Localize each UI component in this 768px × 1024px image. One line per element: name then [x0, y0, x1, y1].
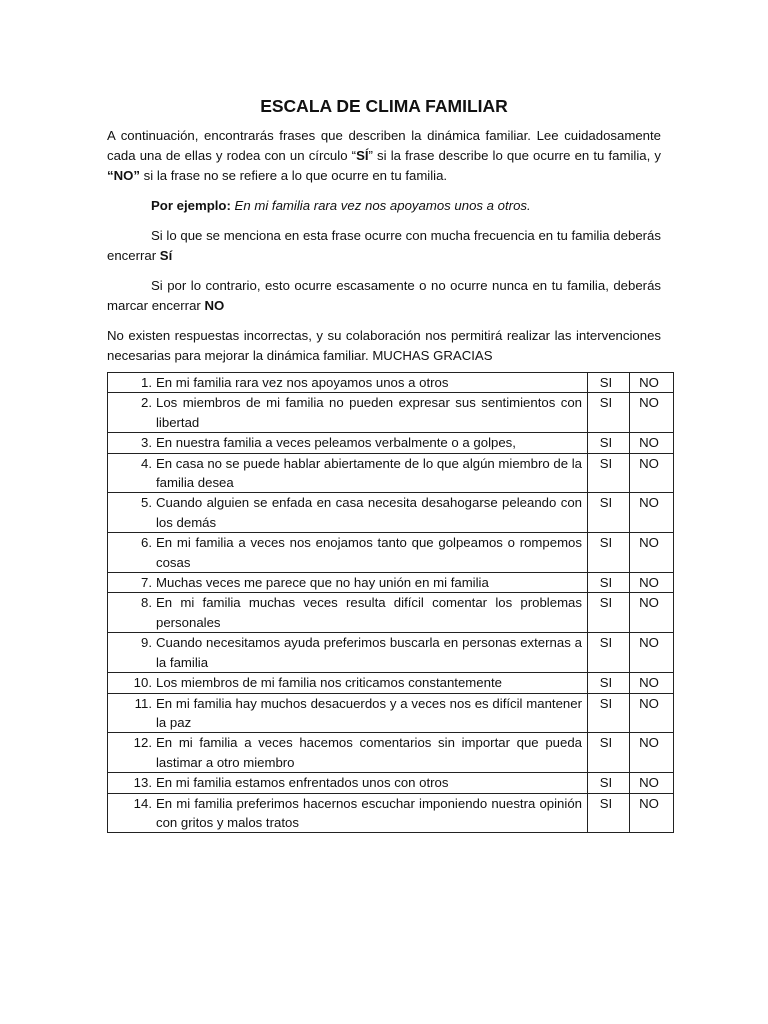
question-text: Los miembros de mi familia nos criticamos constantemente — [156, 675, 502, 691]
question-text: En mi familia muchas veces resulta difícil comentar los problemas personales — [156, 595, 582, 630]
question-wrap — [108, 454, 582, 493]
table-row — [108, 373, 674, 393]
instruction-no-paragraph — [107, 276, 661, 316]
question-text: En mi familia rara vez nos apoyamos unos a otros — [156, 375, 449, 390]
answer-si[interactable]: SI — [588, 673, 630, 693]
question-cell — [108, 733, 588, 773]
instruction-si-text: Si lo que se menciona en esta frase ocurre con mucha frecuencia en tu familia deberás encerrar — [107, 228, 661, 263]
answer-no[interactable]: NO — [630, 773, 674, 793]
table-row — [108, 433, 674, 453]
table-row — [108, 593, 674, 633]
question-cell — [108, 493, 588, 533]
question-number: 10. — [133, 675, 152, 691]
table-row — [108, 733, 674, 773]
question-wrap — [108, 794, 582, 833]
table-row — [108, 773, 674, 793]
question-cell — [108, 673, 588, 693]
answer-si[interactable]: SI — [588, 373, 630, 393]
answer-si[interactable]: SI — [588, 693, 630, 733]
table-row — [108, 693, 674, 733]
answer-si[interactable]: SI — [588, 793, 630, 833]
question-cell — [108, 593, 588, 633]
answer-si[interactable]: SI — [588, 493, 630, 533]
question-number: 6. — [141, 535, 152, 551]
question-text: En mi familia a veces nos enojamos tanto que golpeamos o rompemos cosas — [156, 535, 582, 570]
answer-no[interactable]: NO — [630, 673, 674, 693]
question-cell — [108, 793, 588, 833]
question-text: En nuestra familia a veces peleamos verbalmente o a golpes, — [156, 435, 516, 451]
table-row — [108, 393, 674, 433]
question-text: En mi familia a veces hacemos comentarios sin importar que pueda lastimar a otro miembro — [156, 735, 582, 770]
question-text: Cuando necesitamos ayuda preferimos buscarla en personas externas a la familia — [156, 635, 582, 670]
question-wrap — [108, 433, 582, 452]
question-cell — [108, 393, 588, 433]
answer-no[interactable]: NO — [630, 633, 674, 673]
intro-text-1: A continuación, encontrarás frases que describen la dinámica familiar. Lee cuidadosamente cada una de ellas y rodea con un círculo “ — [107, 128, 661, 163]
example-label: Por ejemplo: — [151, 198, 231, 213]
question-wrap — [108, 773, 582, 792]
table-row — [108, 453, 674, 493]
question-text: En mi familia preferimos hacernos escuchar imponiendo nuestra opinión con gritos y malos tratos — [156, 795, 582, 830]
table-row — [108, 493, 674, 533]
table-row — [108, 533, 674, 573]
question-cell — [108, 373, 588, 393]
document-title: ESCALA DE CLIMA FAMILIAR — [260, 96, 508, 116]
table-row — [108, 573, 674, 593]
instruction-no-text: Si por lo contrario, esto ocurre escasamente o no ocurre nunca en tu familia, deberás marcar encerrar — [107, 278, 661, 313]
answer-si[interactable]: SI — [588, 433, 630, 453]
intro-paragraph — [107, 126, 661, 186]
question-wrap — [108, 694, 582, 733]
answer-si[interactable]: SI — [588, 733, 630, 773]
question-text: En mi familia hay muchos desacuerdos y a veces nos es difícil mantener la paz — [156, 695, 582, 730]
question-wrap — [108, 533, 582, 572]
question-text: Cuando alguien se enfada en casa necesita desahogarse peleando con los demás — [156, 495, 582, 530]
intro-no-bold: “NO” — [107, 168, 140, 183]
question-cell — [108, 693, 588, 733]
example-text: En mi familia rara vez nos apoyamos unos a otros. — [234, 198, 531, 213]
question-number: 12. — [133, 735, 152, 751]
answer-no[interactable]: NO — [630, 493, 674, 533]
question-cell — [108, 573, 588, 593]
question-cell — [108, 453, 588, 493]
questionnaire-table — [107, 372, 674, 833]
question-wrap — [108, 493, 582, 532]
question-text: En casa no se puede hablar abiertamente de lo que algún miembro de la familia desea — [156, 455, 582, 491]
answer-no[interactable]: NO — [630, 693, 674, 733]
questionnaire-body — [108, 373, 674, 833]
question-text: Muchas veces me parece que no hay unión en mi familia — [156, 575, 489, 591]
question-number: 13. — [133, 775, 152, 791]
instruction-no-bold: NO — [204, 298, 225, 313]
question-wrap — [108, 633, 582, 672]
question-number: 7. — [141, 575, 152, 591]
answer-no[interactable]: NO — [630, 433, 674, 453]
question-wrap — [108, 373, 582, 392]
question-wrap — [108, 573, 582, 592]
document-content — [107, 94, 661, 833]
question-number: 8. — [141, 595, 152, 611]
table-row — [108, 673, 674, 693]
question-cell — [108, 773, 588, 793]
answer-si[interactable]: SI — [588, 773, 630, 793]
question-number: 14. — [133, 795, 152, 811]
closing-paragraph: No existen respuestas incorrectas, y su colaboración nos permitirá realizar las intervenciones necesarias para mejorar la dinámica familiar. MUCHAS GRACIAS — [107, 328, 661, 363]
answer-no[interactable]: NO — [630, 793, 674, 833]
question-number: 11. — [134, 695, 152, 711]
question-text: En mi familia estamos enfrentados unos con otros — [156, 775, 449, 791]
answer-no[interactable]: NO — [630, 593, 674, 633]
question-cell — [108, 433, 588, 453]
question-number: 3. — [141, 435, 152, 451]
question-number: 1. — [141, 375, 152, 390]
question-number: 9. — [141, 635, 152, 651]
answer-no[interactable]: NO — [630, 733, 674, 773]
question-wrap — [108, 593, 582, 632]
table-row — [108, 793, 674, 833]
question-cell — [108, 533, 588, 573]
answer-no[interactable]: NO — [630, 573, 674, 593]
question-text: Los miembros de mi familia no pueden expresar sus sentimientos con libertad — [156, 395, 582, 430]
answer-no[interactable]: NO — [630, 533, 674, 573]
answer-si[interactable]: SI — [588, 593, 630, 633]
answer-si[interactable]: SI — [588, 533, 630, 573]
answer-no[interactable]: NO — [630, 453, 674, 493]
answer-no[interactable]: NO — [630, 393, 674, 433]
answer-no[interactable]: NO — [630, 373, 674, 393]
instruction-si-paragraph — [107, 226, 661, 266]
answer-si[interactable]: SI — [588, 633, 630, 673]
answer-si[interactable]: SI — [588, 453, 630, 493]
example-paragraph — [107, 196, 661, 216]
question-wrap — [108, 733, 582, 772]
question-number: 5. — [141, 495, 152, 511]
table-row — [108, 633, 674, 673]
question-number: 2. — [141, 395, 152, 411]
intro-text-2: ” si la frase describe lo que ocurre en tu familia, y — [368, 148, 661, 163]
answer-si[interactable]: SI — [588, 573, 630, 593]
intro-text-3: si la frase no se refiere a lo que ocurre en tu familia. — [139, 168, 448, 183]
question-wrap — [108, 673, 582, 692]
answer-si[interactable]: SI — [588, 393, 630, 433]
question-number: 4. — [141, 455, 152, 471]
instruction-si-bold: Sí — [159, 248, 173, 263]
question-cell — [108, 633, 588, 673]
question-wrap — [108, 393, 582, 432]
intro-si-bold: SÍ — [356, 148, 369, 163]
